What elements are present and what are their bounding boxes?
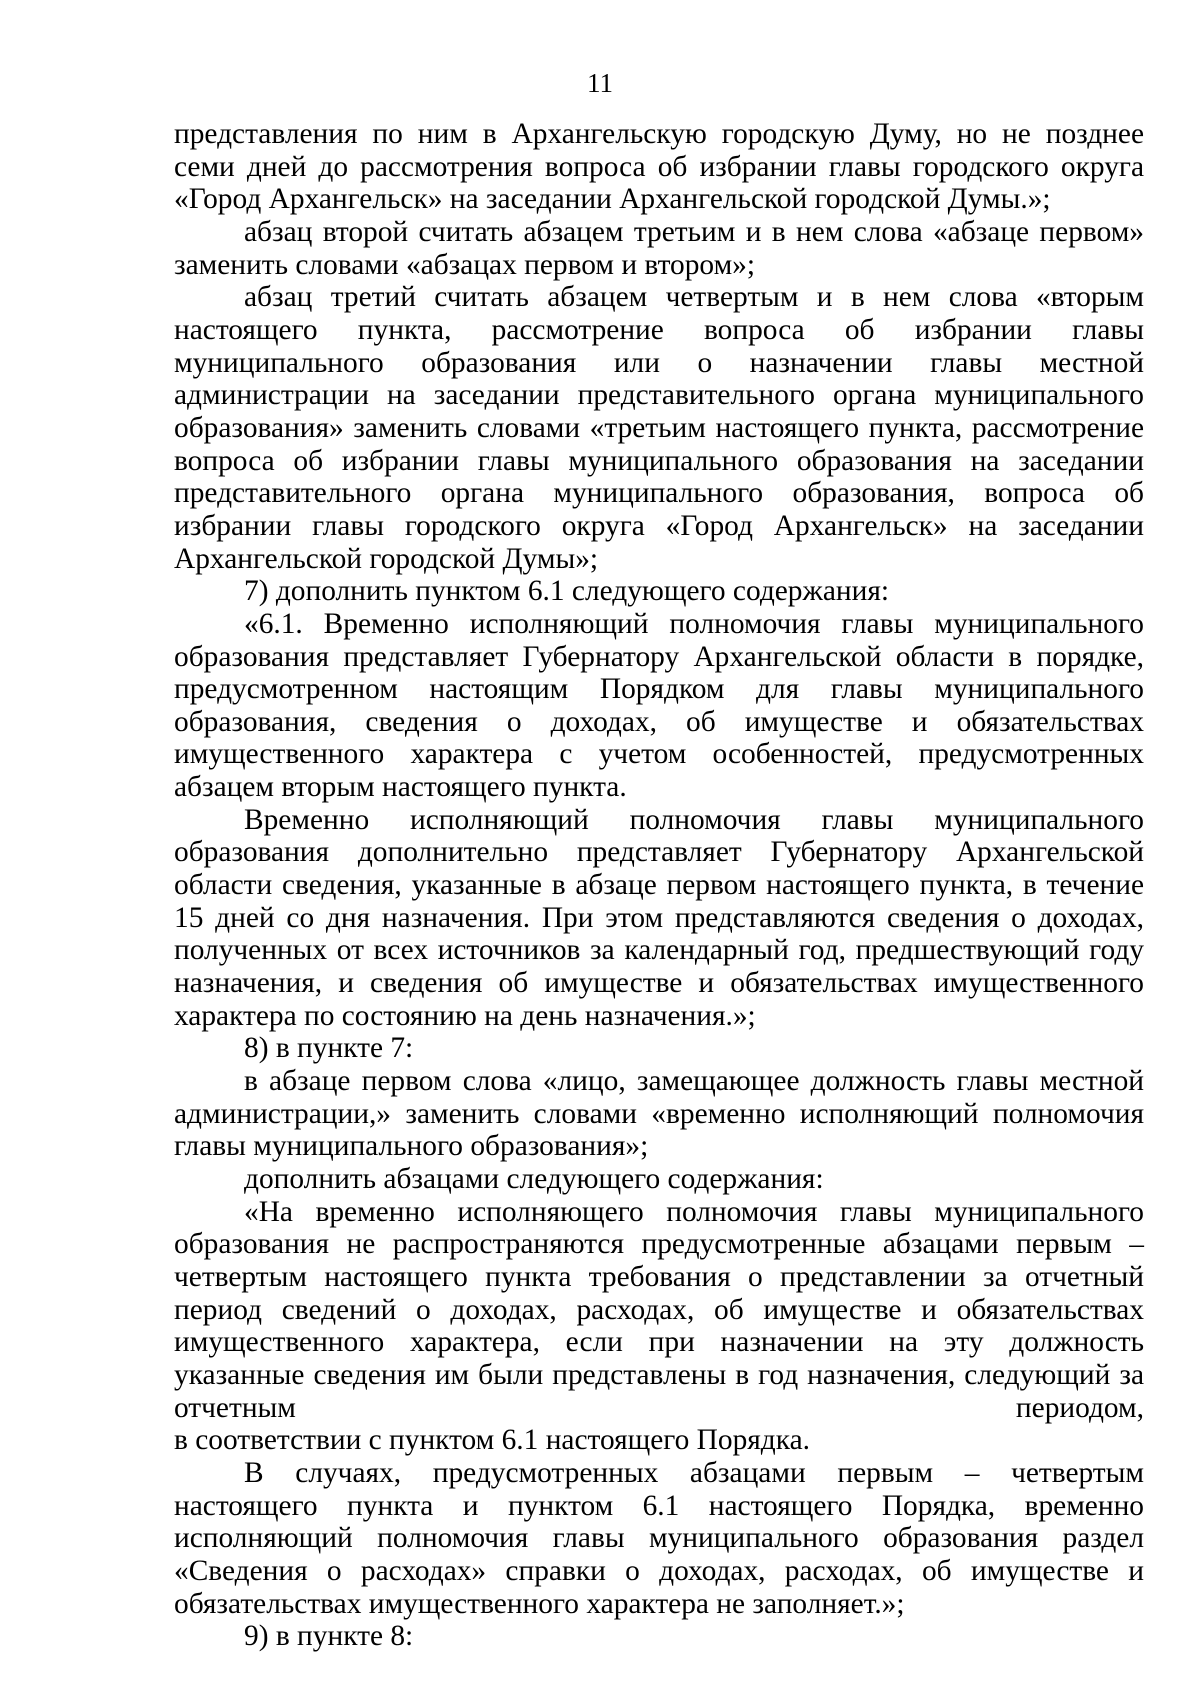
page-number: 11 [587,68,613,98]
paragraph: Временно исполняющий полномочия главы муниципального образования дополнительно представляет Губернатору Архангельской области сведения, указанные в абзаце первом настоящего пункта, в течение 15 дней со дня назначения. При этом представляются сведения о доходах, полученных от всех источников за календарный год, предшествующий году назначения, и сведения об имуществе и обязательствах имущественного характера по состоянию на день назначения.»; [174,803,1144,1032]
paragraph: абзац второй считать абзацем третьим и в нем слова «абзаце первом» заменить словами «абзацах первом и втором»; [174,215,1144,281]
paragraph: 8) в пункте 7: [244,1032,414,1065]
paragraph: 9) в пункте 8: [244,1620,414,1653]
paragraph: представления по ним в Архангельскую городскую Думу, но не позднее семи дней до рассмотрения вопроса об избрании главы городского округа «Город Архангельск» на заседании Архангельской городской Думы.»; [174,118,1144,216]
paragraph: В случаях, предусмотренных абзацами первым – четвертым настоящего пункта и пунктом 6.1 настоящего Порядка, временно исполняющий полномочия главы муниципального образования раздел «Сведения о расходах» справки о доходах, расходах, об имуществе и обязательствах имущественного характера не заполняет.»; [174,1456,1144,1620]
document-body [174,118,1144,1653]
paragraph: 7) дополнить пунктом 6.1 следующего содержания: [244,575,889,608]
paragraph: в абзаце первом слова «лицо, замещающее должность главы местной администрации,» заменить словами «временно исполняющий полномочия главы муниципального образования»; [174,1065,1144,1163]
paragraph: в соответствии с пунктом 6.1 настоящего Порядка. [174,1424,810,1457]
paragraph: абзац третий считать абзацем четвертым и в нем слова «вторым настоящего пункта, рассмотрение вопроса об избрании главы муниципального образования или о назначении главы местной администрации на заседании представительного органа муниципального образования» заменить словами «третьим настоящего пункта, рассмотрение вопроса об избрании главы муниципального образования на заседании представительного органа муниципального образования, вопроса об избрании главы городского округа «Город Архангельск» на заседании Архангельской городской Думы»; [174,281,1144,575]
paragraph: дополнить абзацами следующего содержания: [244,1163,824,1195]
paragraph: «6.1. Временно исполняющий полномочия главы муниципального образования представляет Губернатору Архангельской области в порядке, предусмотренном настоящим Порядком для главы муниципального образования, сведения о доходах, об имуществе и обязательствах имущественного характера с учетом особенностей, предусмотренных абзацем вторым настоящего пункта. [174,607,1144,804]
paragraph: «На временно исполняющего полномочия главы муниципального образования не распространяются предусмотренные абзацами первым – четвертым настоящего пункта требования о представлении за отчетный период сведений о доходах, расходах, об имуществе и обязательствах имущественного характера, если при назначении на эту должность указанные сведения им были представлены в год назначения, следующий за отчетным периодом, [174,1195,1144,1424]
